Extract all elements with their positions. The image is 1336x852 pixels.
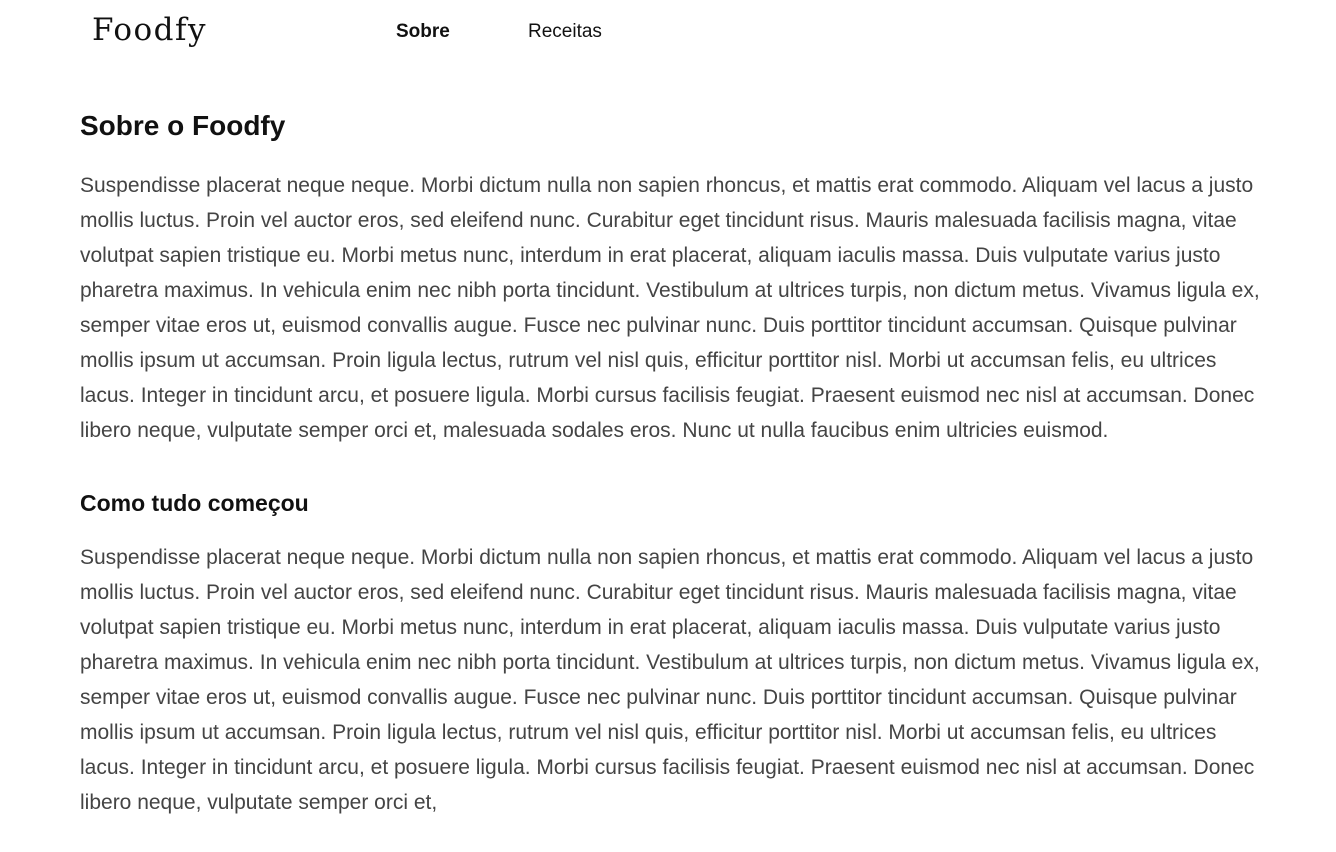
section-title-como-tudo-comecou: Como tudo começou (80, 490, 309, 516)
main-content (80, 106, 1270, 820)
nav-link-receitas[interactable]: Receitas (528, 21, 602, 42)
intro-paragraph: Suspendisse placerat neque neque. Morbi dictum nulla non sapien rhoncus, et mattis erat commodo. Aliquam vel lacus a justo mollis luctus. Proin vel auctor eros, sed eleifend nunc. Curabitur eget tincidunt risus. Mauris malesuada facilisis magna, vitae volutpat sapien tristique eu. Morbi metus nunc, interdum in erat placerat, aliquam iaculis massa. Duis vulputate varius justo pharetra maximus. In vehicula enim nec nibh porta tincidunt. Vestibulum at ultrices turpis, non dictum metus. Vivamus ligula ex, semper vitae eros ut, euismod convallis augue. Fusce nec pulvinar nunc. Duis porttitor tincidunt accumsan. Quisque pulvinar mollis ipsum ut accumsan. Proin ligula lectus, rutrum vel nisl quis, efficitur porttitor nisl. Morbi ut accumsan felis, eu ultrices lacus. Integer in tincidunt arcu, et posuere ligula. Morbi cursus facilisis feugiat. Praesent euismod nec nisl at accumsan. Donec libero neque, vulputate semper orci et, malesuada sodales eros. Nunc ut nulla faucibus enim ultricies euismod. (80, 174, 1260, 442)
page-title: Sobre o Foodfy (80, 110, 286, 141)
logo[interactable]: Foodfy (92, 12, 207, 48)
nav-link-sobre[interactable]: Sobre (396, 21, 450, 42)
section-paragraph: Suspendisse placerat neque neque. Morbi dictum nulla non sapien rhoncus, et mattis erat commodo. Aliquam vel lacus a justo mollis luctus. Proin vel auctor eros, sed eleifend nunc. Curabitur eget tincidunt risus. Mauris malesuada facilisis magna, vitae volutpat sapien tristique eu. Morbi metus nunc, interdum in erat placerat, aliquam iaculis massa. Duis vulputate varius justo pharetra maximus. In vehicula enim nec nibh porta tincidunt. Vestibulum at ultrices turpis, non dictum metus. Vivamus ligula ex, semper vitae eros ut, euismod convallis augue. Fusce nec pulvinar nunc. Duis porttitor tincidunt accumsan. Quisque pulvinar mollis ipsum ut accumsan. Proin ligula lectus, rutrum vel nisl quis, efficitur porttitor nisl. Morbi ut accumsan felis, eu ultrices lacus. Integer in tincidunt arcu, et posuere ligula. Morbi cursus facilisis feugiat. Praesent euismod nec nisl at accumsan. Donec libero neque, vulputate semper orci et, (80, 546, 1260, 814)
site-header (0, 0, 1336, 64)
